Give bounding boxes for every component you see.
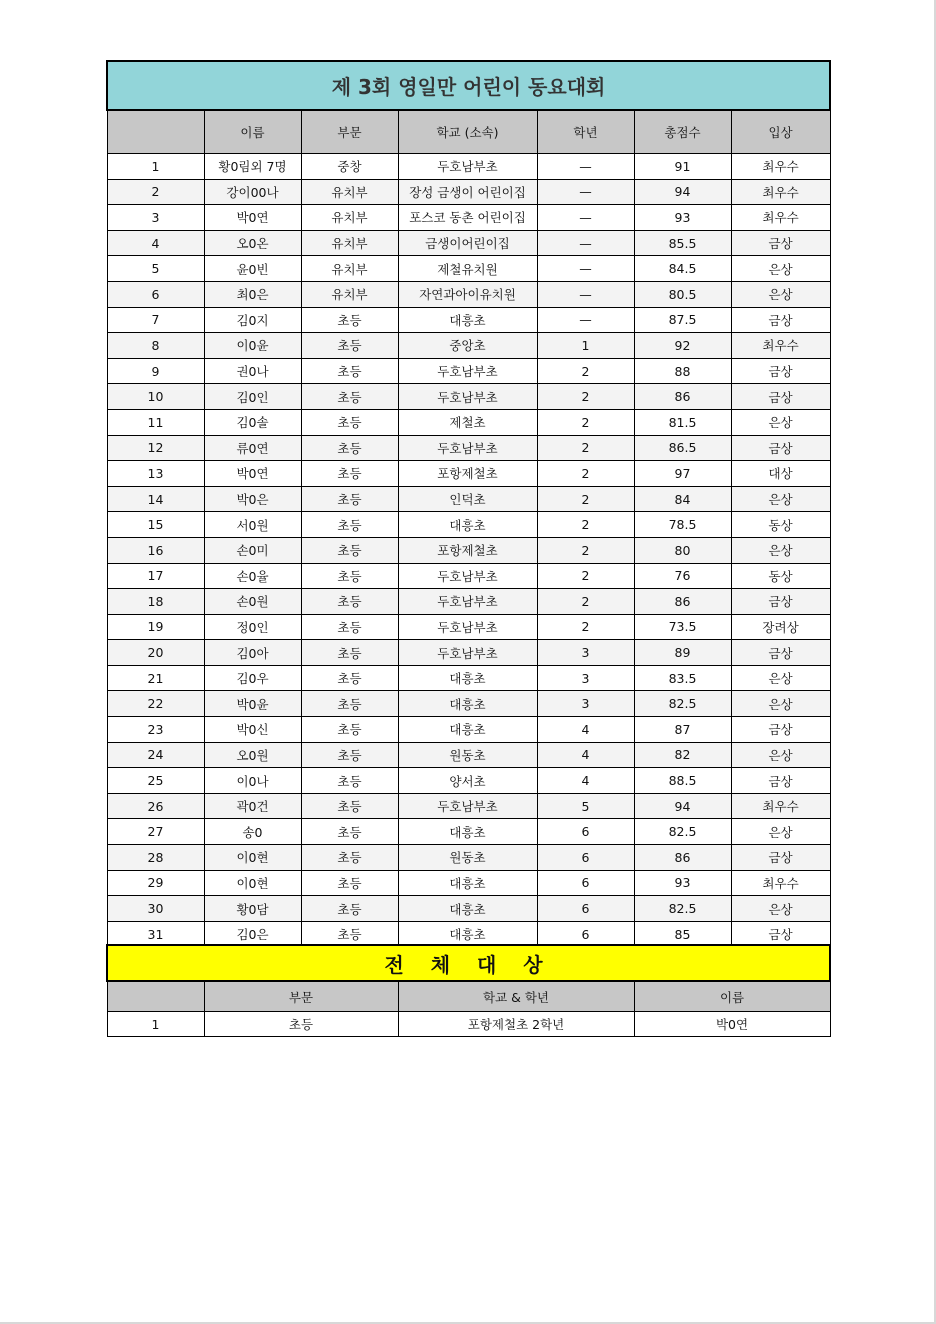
table-cell: 포항제철초 2학년 (398, 1012, 634, 1037)
table-cell: 94 (634, 793, 731, 819)
table-cell: 6 (537, 819, 634, 845)
column-header-6: 입상 (731, 110, 830, 154)
overall-column-header-3: 이름 (634, 981, 830, 1012)
table-cell: 4 (537, 717, 634, 743)
table-cell: 대흥초 (398, 691, 537, 717)
table-row (107, 691, 830, 717)
table-cell: 장성 금생이 어린이집 (398, 179, 537, 205)
table-cell: 동상 (731, 512, 830, 538)
table-cell: 최우수 (731, 205, 830, 231)
table-cell: 두호남부초 (398, 614, 537, 640)
table-cell: 6 (537, 921, 634, 947)
table-cell: 30 (107, 896, 204, 922)
table-row (107, 461, 830, 487)
table-cell: 손0미 (204, 537, 301, 563)
table-row (107, 384, 830, 410)
overall-header-row (107, 981, 830, 1012)
overall-column-header-0 (107, 981, 204, 1012)
table-cell: 94 (634, 179, 731, 205)
table-cell: 류0연 (204, 435, 301, 461)
table-cell: 15 (107, 512, 204, 538)
table-cell: 금상 (731, 307, 830, 333)
table-cell: 김0아 (204, 640, 301, 666)
table-cell: 5 (107, 256, 204, 282)
table-cell: 금상 (731, 358, 830, 384)
column-header-0 (107, 110, 204, 154)
table-cell: 두호남부초 (398, 435, 537, 461)
table-cell: 최우수 (731, 333, 830, 359)
table-cell: 81.5 (634, 409, 731, 435)
table-cell: 1 (537, 333, 634, 359)
table-row (107, 614, 830, 640)
table-cell: 초등 (301, 896, 398, 922)
table-row (107, 845, 830, 871)
table-cell: 초등 (301, 486, 398, 512)
table-cell: 오0온 (204, 230, 301, 256)
table-cell: 대흥초 (398, 665, 537, 691)
table-cell: 대흥초 (398, 717, 537, 743)
table-cell: 유치부 (301, 281, 398, 307)
table-cell: 이0현 (204, 845, 301, 871)
table-cell: 두호남부초 (398, 358, 537, 384)
table-cell: 이0현 (204, 870, 301, 896)
table-cell: 84.5 (634, 256, 731, 282)
table-cell: 초등 (204, 1012, 398, 1037)
table-cell: 은상 (731, 742, 830, 768)
table-cell: 장려상 (731, 614, 830, 640)
table-row (107, 640, 830, 666)
table-cell: 서0원 (204, 512, 301, 538)
table-cell: 4 (537, 768, 634, 794)
table-cell: 대흥초 (398, 921, 537, 947)
table-cell: 2 (537, 461, 634, 487)
table-cell: 포항제철초 (398, 461, 537, 487)
table-cell: 대상 (731, 461, 830, 487)
table-cell: 3 (537, 640, 634, 666)
table-cell: 8 (107, 333, 204, 359)
table-cell: 두호남부초 (398, 563, 537, 589)
table-cell: 김0지 (204, 307, 301, 333)
table-cell: 2 (537, 614, 634, 640)
table-cell: 포항제철초 (398, 537, 537, 563)
table-cell: 금상 (731, 589, 830, 615)
table-cell: 28 (107, 845, 204, 871)
table-cell: 2 (537, 512, 634, 538)
table-cell: 초등 (301, 742, 398, 768)
column-header-2: 부문 (301, 110, 398, 154)
table-cell: 초등 (301, 461, 398, 487)
table-cell: 22 (107, 691, 204, 717)
table-cell: — (537, 179, 634, 205)
table-cell: 초등 (301, 537, 398, 563)
table-cell: 제철초 (398, 409, 537, 435)
table-row (107, 409, 830, 435)
table-row (107, 793, 830, 819)
table-cell: 27 (107, 819, 204, 845)
header-row (107, 110, 830, 154)
title-row (107, 61, 830, 110)
table-cell: 두호남부초 (398, 589, 537, 615)
table-cell: 92 (634, 333, 731, 359)
table-cell: 유치부 (301, 205, 398, 231)
table-cell: 초등 (301, 768, 398, 794)
table-cell: 29 (107, 870, 204, 896)
table-row (107, 896, 830, 922)
table-cell: 초등 (301, 640, 398, 666)
table-cell: 19 (107, 614, 204, 640)
overall-title: 전 체 대 상 (107, 945, 830, 981)
table-cell: 6 (107, 281, 204, 307)
table-cell: 초등 (301, 589, 398, 615)
table-cell: 정0인 (204, 614, 301, 640)
table-cell: 82.5 (634, 691, 731, 717)
table-row (107, 307, 830, 333)
table-cell: 박0연 (634, 1012, 830, 1037)
table-cell: 88 (634, 358, 731, 384)
table-cell: 6 (537, 870, 634, 896)
table-cell: 84 (634, 486, 731, 512)
table-cell: 초등 (301, 512, 398, 538)
results-table (106, 60, 831, 947)
table-cell: 이0윤 (204, 333, 301, 359)
table-cell: 김0은 (204, 921, 301, 947)
table-cell: 은상 (731, 819, 830, 845)
table-cell: 인덕초 (398, 486, 537, 512)
table-cell: 최우수 (731, 793, 830, 819)
table-cell: 대흥초 (398, 870, 537, 896)
table-cell: 박0연 (204, 461, 301, 487)
table-cell: 87.5 (634, 307, 731, 333)
table-cell: 박0신 (204, 717, 301, 743)
table-cell: — (537, 307, 634, 333)
table-cell: 이0나 (204, 768, 301, 794)
table-cell: 양서초 (398, 768, 537, 794)
table-cell: 두호남부초 (398, 154, 537, 180)
table-cell: 23 (107, 717, 204, 743)
table-cell: 76 (634, 563, 731, 589)
table-cell: 초등 (301, 435, 398, 461)
column-header-1: 이름 (204, 110, 301, 154)
table-cell: 은상 (731, 409, 830, 435)
overall-title-row (107, 945, 830, 981)
overall-row (107, 1012, 830, 1037)
table-cell: 금생이어린이집 (398, 230, 537, 256)
table-cell: 2 (537, 589, 634, 615)
table-cell: 원동초 (398, 742, 537, 768)
table-cell: 12 (107, 435, 204, 461)
page-title: 제 3회 영일만 어린이 동요대회 (107, 61, 830, 110)
table-cell: 유치부 (301, 230, 398, 256)
table-row (107, 819, 830, 845)
table-row (107, 256, 830, 282)
table-cell: 10 (107, 384, 204, 410)
table-cell: 금상 (731, 921, 830, 947)
table-cell: — (537, 256, 634, 282)
table-cell: 20 (107, 640, 204, 666)
table-cell: 최우수 (731, 179, 830, 205)
table-cell: 초등 (301, 665, 398, 691)
table-row (107, 281, 830, 307)
table-cell: 대흥초 (398, 896, 537, 922)
table-row (107, 154, 830, 180)
table-cell: — (537, 154, 634, 180)
table-cell: 2 (537, 486, 634, 512)
table-cell: 초등 (301, 409, 398, 435)
table-row (107, 512, 830, 538)
table-cell: 11 (107, 409, 204, 435)
table-cell: 초등 (301, 307, 398, 333)
table-cell: 2 (537, 409, 634, 435)
table-cell: 대흥초 (398, 512, 537, 538)
table-cell: 24 (107, 742, 204, 768)
table-cell: 유치부 (301, 179, 398, 205)
table-cell: 73.5 (634, 614, 731, 640)
table-cell: 황0림외 7명 (204, 154, 301, 180)
table-cell: 86.5 (634, 435, 731, 461)
table-row (107, 537, 830, 563)
table-row (107, 486, 830, 512)
table-cell: 중앙초 (398, 333, 537, 359)
overall-column-header-2: 학교 & 학년 (398, 981, 634, 1012)
table-cell: 초등 (301, 921, 398, 947)
table-cell: 82 (634, 742, 731, 768)
table-cell: 17 (107, 563, 204, 589)
table-cell: 2 (107, 179, 204, 205)
table-cell: 두호남부초 (398, 384, 537, 410)
table-cell: 박0연 (204, 205, 301, 231)
table-cell: 78.5 (634, 512, 731, 538)
table-cell: 윤0빈 (204, 256, 301, 282)
table-cell: 금상 (731, 435, 830, 461)
table-cell: 강이00나 (204, 179, 301, 205)
table-cell: 금상 (731, 717, 830, 743)
table-cell: 4 (537, 742, 634, 768)
table-row (107, 589, 830, 615)
table-cell: 김0솔 (204, 409, 301, 435)
table-cell: 86 (634, 845, 731, 871)
column-header-3: 학교 (소속) (398, 110, 537, 154)
table-cell: 6 (537, 896, 634, 922)
table-cell: 3 (537, 665, 634, 691)
table-cell: 21 (107, 665, 204, 691)
table-cell: 초등 (301, 563, 398, 589)
table-cell: 85.5 (634, 230, 731, 256)
table-cell: 최0은 (204, 281, 301, 307)
table-cell: 31 (107, 921, 204, 947)
table-cell: 13 (107, 461, 204, 487)
table-cell: 초등 (301, 845, 398, 871)
table-cell: 초등 (301, 358, 398, 384)
table-cell: 원동초 (398, 845, 537, 871)
table-cell: 동상 (731, 563, 830, 589)
table-row (107, 742, 830, 768)
table-cell: 초등 (301, 793, 398, 819)
table-cell: 16 (107, 537, 204, 563)
table-cell: 1 (107, 154, 204, 180)
table-cell: 88.5 (634, 768, 731, 794)
table-cell: 은상 (731, 256, 830, 282)
table-cell: 은상 (731, 281, 830, 307)
table-cell: 김0인 (204, 384, 301, 410)
table-cell: 두호남부초 (398, 793, 537, 819)
results-body (107, 154, 830, 947)
table-cell: 2 (537, 435, 634, 461)
table-cell: 89 (634, 640, 731, 666)
table-cell: 7 (107, 307, 204, 333)
table-cell: 금상 (731, 384, 830, 410)
table-cell: 중창 (301, 154, 398, 180)
table-cell: 초등 (301, 717, 398, 743)
table-cell: 초등 (301, 333, 398, 359)
table-cell: — (537, 230, 634, 256)
table-cell: 82.5 (634, 819, 731, 845)
table-cell: 91 (634, 154, 731, 180)
table-cell: 초등 (301, 384, 398, 410)
table-cell: 유치부 (301, 256, 398, 282)
table-cell: 곽0건 (204, 793, 301, 819)
table-cell: 25 (107, 768, 204, 794)
table-cell: 황0담 (204, 896, 301, 922)
table-cell: 4 (107, 230, 204, 256)
table-cell: 초등 (301, 691, 398, 717)
table-cell: — (537, 205, 634, 231)
table-row (107, 870, 830, 896)
table-row (107, 768, 830, 794)
table-cell: 송0 (204, 819, 301, 845)
table-cell: 손0율 (204, 563, 301, 589)
table-cell: 6 (537, 845, 634, 871)
table-cell: 은상 (731, 691, 830, 717)
table-cell: 2 (537, 563, 634, 589)
table-cell: 9 (107, 358, 204, 384)
table-cell: 14 (107, 486, 204, 512)
table-cell: 금상 (731, 640, 830, 666)
table-cell: 제철유치원 (398, 256, 537, 282)
table-row (107, 665, 830, 691)
overall-column-header-1: 부문 (204, 981, 398, 1012)
table-row (107, 563, 830, 589)
table-cell: 은상 (731, 537, 830, 563)
table-cell: 금상 (731, 845, 830, 871)
table-row (107, 358, 830, 384)
table-cell: 93 (634, 205, 731, 231)
table-cell: 85 (634, 921, 731, 947)
table-cell: 2 (537, 537, 634, 563)
table-cell: 오0원 (204, 742, 301, 768)
table-cell: 26 (107, 793, 204, 819)
table-cell: 손0원 (204, 589, 301, 615)
table-row (107, 435, 830, 461)
table-cell: 최우수 (731, 870, 830, 896)
table-cell: 87 (634, 717, 731, 743)
table-cell: 86 (634, 589, 731, 615)
table-row (107, 717, 830, 743)
table-cell: 97 (634, 461, 731, 487)
table-cell: 박0윤 (204, 691, 301, 717)
table-cell: 김0우 (204, 665, 301, 691)
table-cell: 금상 (731, 768, 830, 794)
table-cell: 금상 (731, 230, 830, 256)
table-cell: 초등 (301, 870, 398, 896)
table-cell: 은상 (731, 896, 830, 922)
table-cell: 포스코 동촌 어린이집 (398, 205, 537, 231)
table-cell: 83.5 (634, 665, 731, 691)
column-header-5: 총점수 (634, 110, 731, 154)
table-cell: 박0은 (204, 486, 301, 512)
table-cell: 80 (634, 537, 731, 563)
table-cell: 82.5 (634, 896, 731, 922)
table-cell: — (537, 281, 634, 307)
table-row (107, 205, 830, 231)
table-cell: 두호남부초 (398, 640, 537, 666)
table-cell: 3 (107, 205, 204, 231)
table-cell: 대흥초 (398, 819, 537, 845)
column-header-4: 학년 (537, 110, 634, 154)
table-cell: 은상 (731, 665, 830, 691)
table-cell: 2 (537, 384, 634, 410)
table-cell: 최우수 (731, 154, 830, 180)
table-cell: 권0나 (204, 358, 301, 384)
overall-body (107, 1012, 830, 1037)
table-row (107, 333, 830, 359)
table-cell: 2 (537, 358, 634, 384)
table-cell: 대흥초 (398, 307, 537, 333)
table-row (107, 230, 830, 256)
table-cell: 은상 (731, 486, 830, 512)
table-row (107, 179, 830, 205)
overall-award-table (106, 944, 831, 1037)
table-cell: 5 (537, 793, 634, 819)
table-cell: 3 (537, 691, 634, 717)
table-cell: 자연과아이유치원 (398, 281, 537, 307)
table-cell: 80.5 (634, 281, 731, 307)
table-cell: 1 (107, 1012, 204, 1037)
table-cell: 초등 (301, 614, 398, 640)
table-cell: 초등 (301, 819, 398, 845)
table-cell: 18 (107, 589, 204, 615)
table-cell: 86 (634, 384, 731, 410)
table-cell: 93 (634, 870, 731, 896)
